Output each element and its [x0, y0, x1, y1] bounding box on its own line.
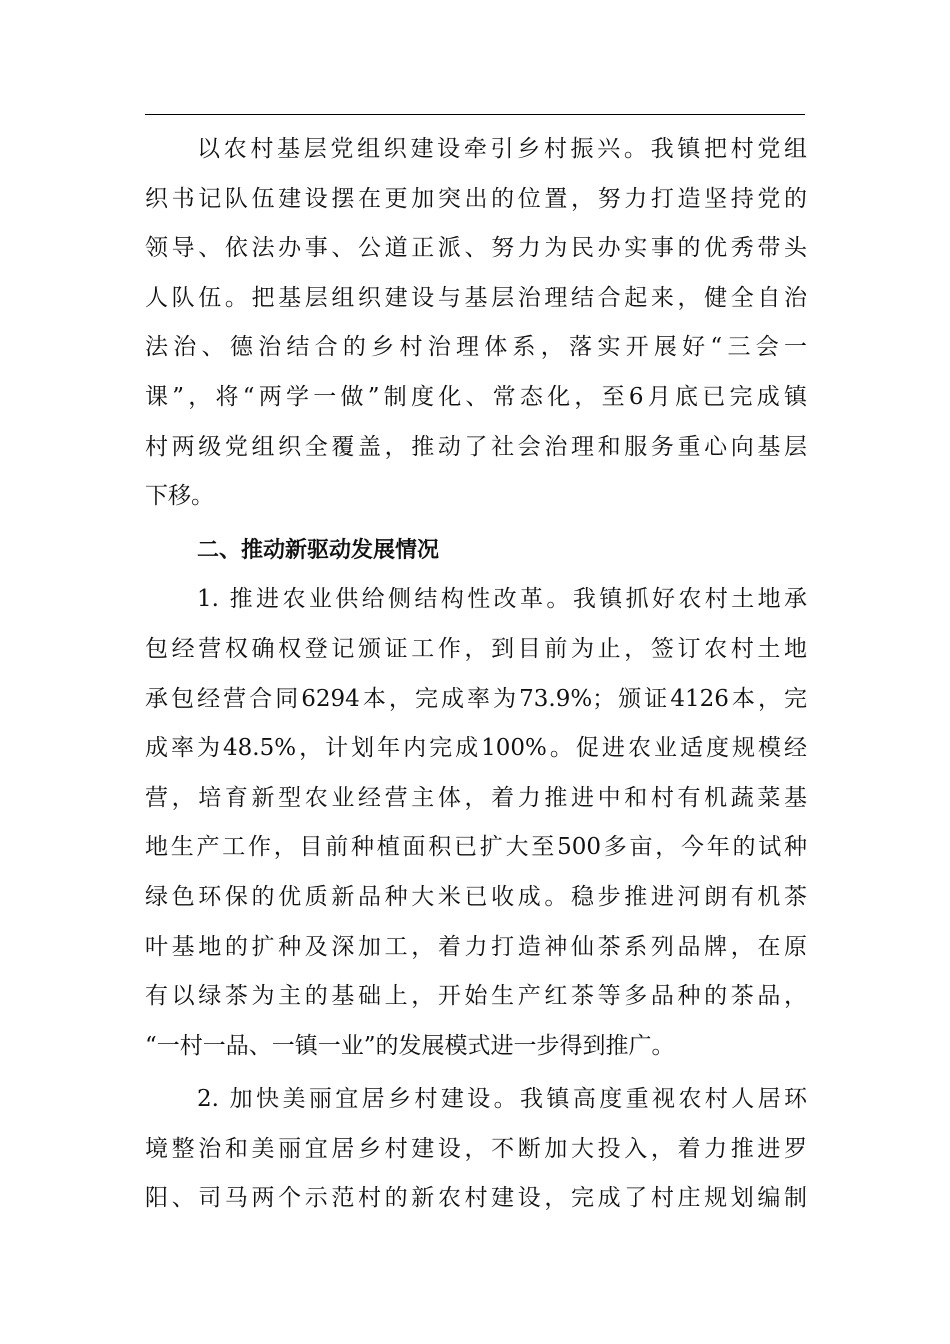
paragraph-line: 绿色环保的优质新品种大米已收成。稳步推进河朗有机茶 — [145, 883, 807, 910]
section-heading: 二、推动新驱动发展情况 — [197, 537, 440, 563]
paragraph-line: 以农村基层党组织建设牵引乡村振兴。我镇把村党组 — [197, 136, 807, 162]
paragraph-line: 织书记队伍建设摆在更加突出的位置，努力打造坚持党的 — [145, 185, 807, 212]
paragraph-line: 境整治和美丽宜居乡村建设，不断加大投入，着力推进罗 — [145, 1135, 807, 1162]
paragraph-line: 有以绿茶为主的基础上，开始生产红茶等多品种的茶品， — [145, 983, 807, 1010]
document-body — [145, 125, 807, 1224]
paragraph-line: “一村一品、一镇一业”的发展模式进一步得到推广。 — [145, 1032, 675, 1059]
paragraph-line: 下移。 — [145, 483, 214, 510]
paragraph-line: 1. 推进农业供给侧结构性改革。我镇抓好农村土地承 — [197, 586, 807, 613]
paragraph-line: 阳、司马两个示范村的新农村建设，完成了村庄规划编制 — [145, 1185, 807, 1212]
header-rule — [145, 114, 805, 115]
paragraph-line: 成率为48.5%，计划年内完成100%。促进农业适度规模经 — [145, 735, 807, 762]
paragraph-line: 人队伍。把基层组织建设与基层治理结合起来，健全自治 — [145, 284, 807, 311]
paragraph-line: 承包经营合同6294本，完成率为73.9%；颁证4126本，完 — [145, 685, 807, 712]
paragraph-line: 法治、德治结合的乡村治理体系，落实开展好“三会一 — [145, 334, 807, 361]
paragraph-line: 地生产工作，目前种植面积已扩大至500多亩，今年的试种 — [145, 834, 807, 861]
paragraph-line: 2. 加快美丽宜居乡村建设。我镇高度重视农村人居环 — [197, 1086, 807, 1113]
paragraph-line: 领导、依法办事、公道正派、努力为民办实事的优秀带头 — [145, 235, 807, 262]
paragraph-line: 叶基地的扩种及深加工，着力打造神仙茶系列品牌，在原 — [145, 933, 807, 960]
paragraph-line: 课”，将“两学一做”制度化、常态化，至6月底已完成镇 — [145, 383, 807, 410]
paragraph-line: 包经营权确权登记颁证工作，到目前为止，签订农村土地 — [145, 635, 807, 662]
paragraph-line: 营，培育新型农业经营主体，着力推进中和村有机蔬菜基 — [145, 784, 807, 811]
paragraph-line: 村两级党组织全覆盖，推动了社会治理和服务重心向基层 — [145, 433, 807, 460]
